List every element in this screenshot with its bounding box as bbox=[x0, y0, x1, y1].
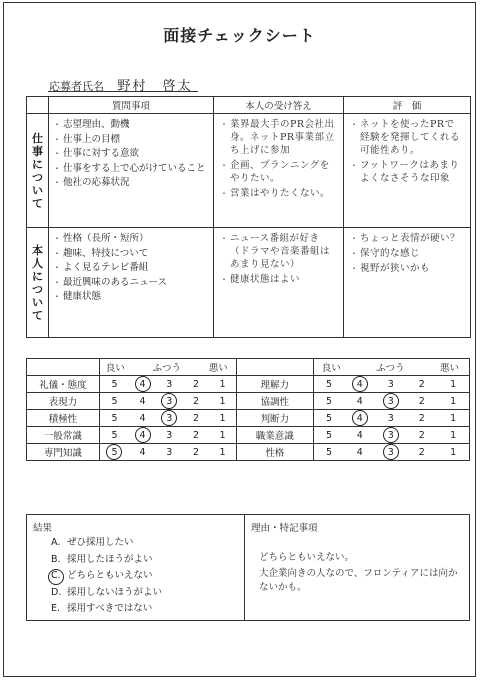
score-cell[interactable] bbox=[99, 393, 129, 410]
result-option[interactable] bbox=[51, 601, 162, 618]
header-evaluation: 評 価 bbox=[344, 97, 471, 114]
score-cell[interactable] bbox=[209, 410, 236, 427]
score-cell[interactable] bbox=[183, 427, 210, 444]
score-cell[interactable] bbox=[406, 393, 437, 410]
score-cell[interactable] bbox=[156, 427, 183, 444]
score-cell[interactable] bbox=[406, 410, 437, 427]
score-cell[interactable] bbox=[344, 393, 375, 410]
score-cell[interactable] bbox=[313, 393, 344, 410]
result-label: 結果 bbox=[33, 523, 53, 534]
score-cell[interactable] bbox=[313, 410, 344, 427]
score-cell[interactable] bbox=[156, 410, 183, 427]
score-value: 2 bbox=[193, 412, 200, 424]
score-cell[interactable] bbox=[344, 427, 375, 444]
question-item: ・ 仕事をする上で心がけていること bbox=[55, 162, 209, 177]
result-panel bbox=[27, 515, 245, 620]
reason-note bbox=[259, 551, 464, 597]
header-answers: 本人の受け答え bbox=[214, 97, 344, 114]
score-value-selected: 4 bbox=[353, 413, 367, 424]
result-option[interactable] bbox=[51, 585, 162, 602]
rating-row bbox=[27, 376, 470, 393]
score-value: 2 bbox=[418, 395, 425, 407]
question-item: ・ 仕事に対する意欲 bbox=[55, 147, 209, 162]
score-cell[interactable] bbox=[129, 410, 156, 427]
score-value: 3 bbox=[166, 429, 173, 441]
answer-note: ・ 企画、プランニングをやりたい。 bbox=[222, 159, 335, 185]
result-option[interactable] bbox=[51, 552, 162, 569]
question-item: ・ 健康状態 bbox=[55, 290, 209, 305]
result-option-key: A. bbox=[51, 537, 61, 548]
evaluation-note: ・ ネットを使ったPRで経験を発揮してくれる可能性あり。 bbox=[352, 118, 462, 157]
score-value: 4 bbox=[356, 429, 363, 441]
interview-table bbox=[26, 96, 471, 338]
score-cell[interactable] bbox=[183, 410, 210, 427]
result-option-text: 採用すべきではない bbox=[67, 603, 153, 614]
evaluation-note: ・ 保守的な感じ bbox=[352, 247, 462, 260]
interview-sheet bbox=[3, 2, 476, 677]
scale-label: ふつう bbox=[376, 363, 405, 374]
score-value: 1 bbox=[450, 412, 457, 424]
score-value: 3 bbox=[387, 412, 394, 424]
score-value: 5 bbox=[325, 429, 333, 441]
score-cell[interactable] bbox=[156, 393, 183, 410]
ratings-table bbox=[26, 358, 470, 461]
score-value: 4 bbox=[139, 395, 146, 407]
rating-label: 協調性 bbox=[236, 393, 313, 410]
score-cell[interactable] bbox=[209, 393, 236, 410]
score-value: 3 bbox=[387, 378, 394, 390]
score-cell[interactable] bbox=[209, 427, 236, 444]
score-value-selected: 3 bbox=[384, 396, 398, 407]
score-value: 2 bbox=[193, 378, 200, 390]
score-value: 2 bbox=[418, 446, 425, 458]
score-value-selected: 3 bbox=[384, 430, 398, 441]
score-value: 5 bbox=[325, 446, 333, 458]
score-cell[interactable] bbox=[344, 410, 375, 427]
evaluation-note: ・ ちょっと表情が硬い？ bbox=[352, 232, 462, 245]
score-cell[interactable] bbox=[406, 444, 437, 461]
score-cell[interactable] bbox=[375, 393, 406, 410]
scale-label: 良い bbox=[105, 363, 125, 374]
score-value-selected: 4 bbox=[136, 430, 150, 441]
score-cell[interactable] bbox=[313, 444, 344, 461]
question-item: ・ 趣味、特技について bbox=[55, 247, 209, 262]
score-value: 3 bbox=[166, 378, 173, 390]
rating-row bbox=[27, 444, 470, 461]
score-cell[interactable] bbox=[406, 427, 437, 444]
answer-note: ・ 営業はやりたくない。 bbox=[222, 187, 335, 200]
score-value: 1 bbox=[219, 412, 226, 424]
questions-cell bbox=[49, 114, 214, 228]
score-cell[interactable] bbox=[129, 376, 156, 393]
score-cell[interactable] bbox=[99, 427, 129, 444]
score-value-selected: 3 bbox=[162, 413, 176, 424]
score-cell[interactable] bbox=[344, 444, 375, 461]
score-cell[interactable] bbox=[375, 444, 406, 461]
result-option-key: E. bbox=[51, 603, 61, 614]
question-item: ・ 仕事上の目標 bbox=[55, 133, 209, 148]
ratings-corner-cell bbox=[236, 359, 313, 376]
rating-label: 表現力 bbox=[27, 393, 100, 410]
applicant-name: 野村 啓太 bbox=[117, 79, 193, 94]
question-item: ・ 最近興味のあるニュース bbox=[55, 276, 209, 291]
reason-panel bbox=[245, 515, 469, 620]
score-value-selected: 4 bbox=[353, 379, 367, 390]
score-cell[interactable] bbox=[156, 444, 183, 461]
page-title: 面接チェックシート bbox=[163, 26, 316, 45]
score-cell[interactable] bbox=[375, 427, 406, 444]
score-cell[interactable] bbox=[209, 444, 236, 461]
corner-cell bbox=[27, 97, 49, 114]
result-option-key: D. bbox=[51, 586, 62, 598]
rating-label: 性格 bbox=[236, 444, 313, 461]
score-value: 5 bbox=[325, 412, 333, 424]
rating-label: 一般常識 bbox=[27, 427, 100, 444]
answers-cell bbox=[214, 228, 344, 338]
evaluation-note: ・ 視野が狭いかも bbox=[352, 262, 462, 275]
result-option[interactable] bbox=[51, 535, 162, 552]
score-value-selected: 5 bbox=[107, 447, 121, 458]
rating-row bbox=[27, 427, 470, 444]
score-cell[interactable] bbox=[313, 376, 344, 393]
result-options bbox=[51, 535, 162, 618]
rating-row bbox=[27, 393, 470, 410]
section-row-self bbox=[27, 228, 471, 338]
score-value: 5 bbox=[111, 429, 118, 441]
score-value: 1 bbox=[219, 429, 226, 441]
evaluation-note: ・ フットワークはあまりよくなさそうな印象 bbox=[352, 159, 462, 185]
scale-labels bbox=[100, 360, 236, 374]
score-cell[interactable] bbox=[344, 376, 375, 393]
question-item: ・ よく見るテレビ番組 bbox=[55, 261, 209, 276]
scale-header bbox=[313, 359, 469, 376]
score-cell[interactable] bbox=[183, 376, 210, 393]
score-cell[interactable] bbox=[129, 393, 156, 410]
score-cell[interactable] bbox=[183, 393, 210, 410]
score-value: 5 bbox=[325, 395, 333, 407]
score-value: 1 bbox=[219, 395, 226, 407]
rating-label: 職業意識 bbox=[236, 427, 313, 444]
score-value: 2 bbox=[193, 446, 200, 458]
score-cell[interactable] bbox=[99, 410, 129, 427]
scale-labels bbox=[314, 360, 469, 374]
score-value: 5 bbox=[111, 395, 118, 407]
result-option-text: どちらともいえない bbox=[67, 570, 153, 581]
result-option-text: ぜひ採用したい bbox=[67, 537, 134, 548]
score-cell[interactable] bbox=[437, 410, 469, 427]
rating-row bbox=[27, 410, 470, 427]
score-value: 4 bbox=[356, 395, 363, 407]
score-cell[interactable] bbox=[313, 427, 344, 444]
scale-label: 悪い bbox=[208, 363, 228, 374]
score-value: 2 bbox=[193, 395, 200, 407]
score-value: 2 bbox=[418, 412, 425, 424]
scale-label: ふつう bbox=[152, 363, 181, 374]
result-option[interactable] bbox=[51, 568, 162, 585]
score-cell[interactable] bbox=[99, 444, 129, 461]
question-item: ・ 性格（長所・短所） bbox=[55, 232, 209, 247]
score-value: 2 bbox=[418, 378, 425, 390]
score-cell[interactable] bbox=[129, 444, 156, 461]
rating-label: 理解力 bbox=[236, 376, 313, 393]
score-value: 5 bbox=[111, 412, 118, 424]
scale-header bbox=[99, 359, 236, 376]
score-cell[interactable] bbox=[99, 376, 129, 393]
score-value: 5 bbox=[111, 378, 118, 390]
score-value: 4 bbox=[139, 446, 146, 458]
answer-note: ・ 健康状態はよい bbox=[222, 273, 335, 286]
scale-label: 悪い bbox=[439, 363, 459, 374]
score-value: 1 bbox=[219, 446, 226, 458]
result-option-text: 採用したほうがよい bbox=[67, 553, 153, 565]
answer-note: ・ 業界最大手のPR会社出身。ネットPR事業部立ち上げに参加 bbox=[222, 118, 335, 157]
section-label: 本人について bbox=[27, 228, 49, 338]
score-value: 1 bbox=[450, 446, 457, 458]
score-cell[interactable] bbox=[209, 376, 236, 393]
rating-label: 礼儀・態度 bbox=[27, 376, 100, 393]
score-value: 1 bbox=[219, 378, 226, 390]
score-value: 2 bbox=[418, 429, 425, 441]
result-section bbox=[26, 514, 470, 621]
score-value: 4 bbox=[356, 446, 363, 458]
section-row-work bbox=[27, 114, 471, 228]
score-cell[interactable] bbox=[375, 376, 406, 393]
score-value: 4 bbox=[139, 412, 146, 424]
score-value: 1 bbox=[450, 395, 457, 407]
header-questions: 質問事項 bbox=[49, 97, 214, 114]
score-cell[interactable] bbox=[183, 444, 210, 461]
score-cell[interactable] bbox=[375, 410, 406, 427]
answer-note: ・ ニュース番組が好き（ドラマや音楽番組はあまり見ない） bbox=[222, 232, 335, 271]
score-cell[interactable] bbox=[437, 444, 469, 461]
score-value: 5 bbox=[325, 378, 333, 390]
score-value: 1 bbox=[450, 429, 457, 441]
score-value-selected: 4 bbox=[136, 379, 150, 390]
score-value: 1 bbox=[450, 378, 457, 390]
result-option-text: 採用しないほうがよい bbox=[67, 586, 163, 598]
score-cell[interactable] bbox=[129, 427, 156, 444]
reason-line: 大企業向きの人なので、フロンティアには向かないかも。 bbox=[259, 568, 458, 593]
question-item: ・ 他社の応募状況 bbox=[55, 176, 209, 191]
score-cell[interactable] bbox=[437, 427, 469, 444]
rating-label: 積極性 bbox=[27, 410, 100, 427]
rating-label: 専門知識 bbox=[27, 444, 100, 461]
reason-line: どちらともいえない。 bbox=[259, 552, 355, 563]
answers-cell bbox=[214, 114, 344, 228]
score-cell[interactable] bbox=[406, 376, 437, 393]
score-value: 3 bbox=[166, 446, 173, 458]
scale-label: 良い bbox=[321, 363, 341, 374]
question-item: ・ 志望理由、動機 bbox=[55, 118, 209, 133]
questions-cell bbox=[49, 228, 214, 338]
score-value: 2 bbox=[193, 429, 200, 441]
ratings-header-row bbox=[27, 359, 470, 376]
evaluation-cell bbox=[344, 114, 471, 228]
score-cell[interactable] bbox=[437, 376, 469, 393]
score-cell[interactable] bbox=[156, 376, 183, 393]
result-option-key-selected: C. bbox=[51, 568, 67, 585]
ratings-corner-cell bbox=[27, 359, 100, 376]
applicant-underline bbox=[48, 91, 198, 92]
applicant-label: 応募者氏名 bbox=[49, 80, 104, 93]
reason-label: 理由・特記事項 bbox=[251, 523, 318, 534]
result-option-key: B. bbox=[51, 553, 61, 565]
evaluation-cell bbox=[344, 228, 471, 338]
rating-label: 判断力 bbox=[236, 410, 313, 427]
score-cell[interactable] bbox=[437, 393, 469, 410]
section-label: 仕事について bbox=[27, 114, 49, 228]
score-value-selected: 3 bbox=[384, 447, 398, 458]
score-value-selected: 3 bbox=[162, 396, 176, 407]
